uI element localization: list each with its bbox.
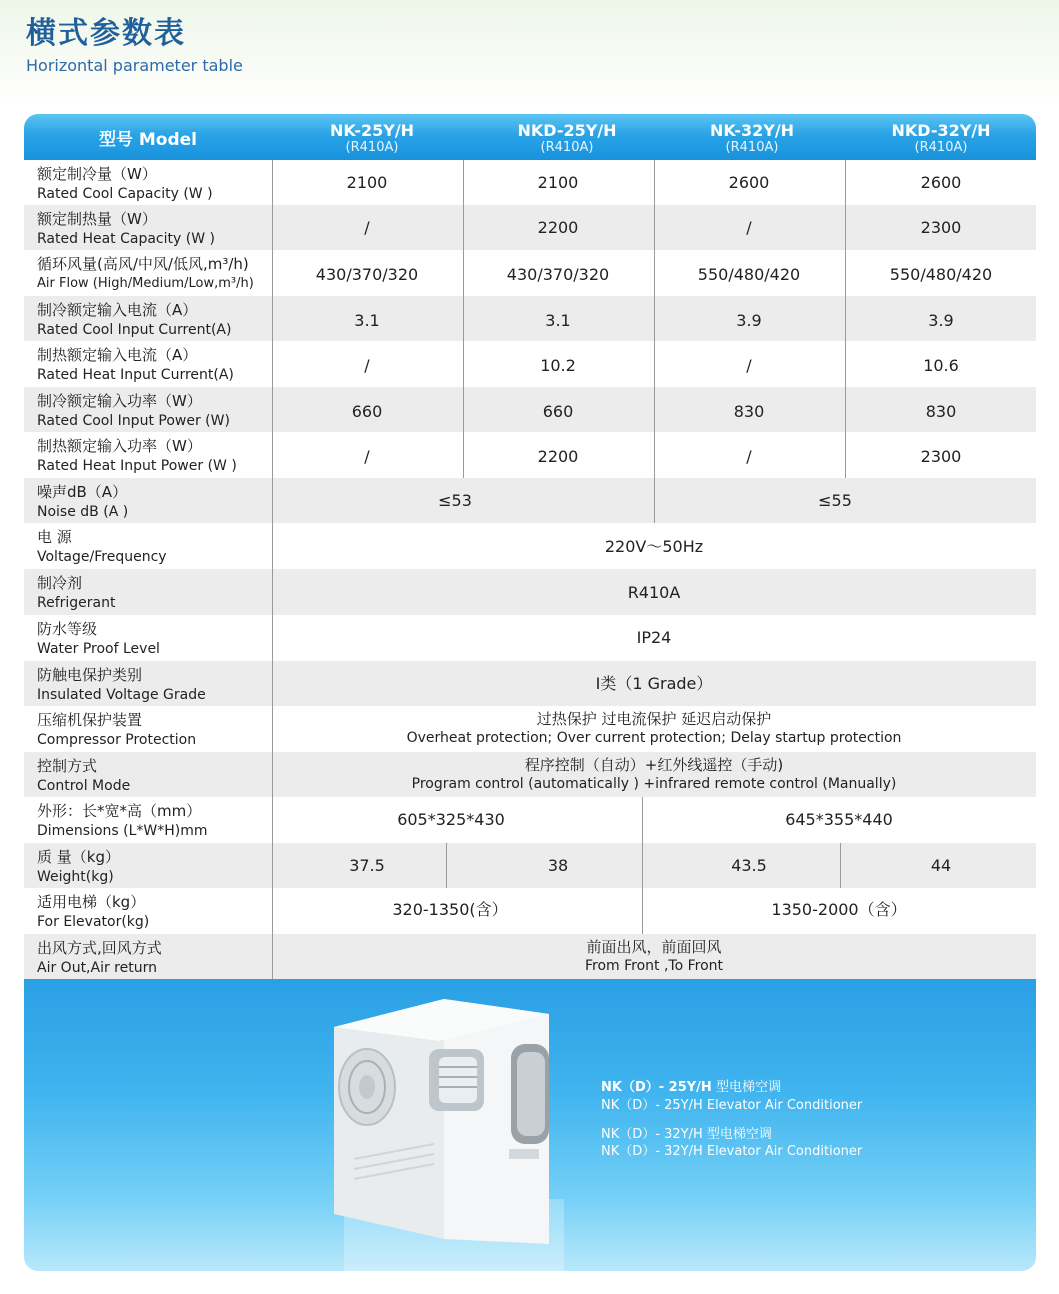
table-cell: 660 — [542, 402, 574, 421]
table-row — [24, 523, 1036, 569]
table-cell: 605*325*430 — [397, 810, 505, 829]
row-label — [37, 938, 272, 978]
table-row — [24, 160, 1036, 205]
row-label-cn: 质 量（kg） — [37, 848, 120, 866]
table-cell: 430/370/320 — [315, 265, 419, 284]
row-label-cn: 控制方式 — [37, 757, 98, 775]
row-label — [37, 436, 272, 476]
table-cell: 10.2 — [540, 356, 576, 375]
table-cell: 44 — [930, 856, 952, 875]
row-label — [37, 527, 272, 567]
row-label-en: Rated Heat Capacity (W ) — [37, 231, 215, 247]
model-refrigerant: (R410A) — [345, 140, 399, 155]
caption-cn: 型电梯空调 — [711, 1080, 781, 1095]
table-cell: 320-1350(含） — [392, 900, 508, 919]
table-cell: 430/370/320 — [506, 265, 610, 284]
model-name: NKD-25Y/H — [517, 121, 617, 140]
row-label — [37, 300, 272, 340]
table-cell: / — [746, 447, 752, 466]
row-label-en: Rated Heat Input Current(A) — [37, 367, 234, 383]
table-cell — [272, 938, 1036, 976]
product-caption-1 — [601, 1079, 781, 1096]
model-name: NK-32Y/H — [709, 121, 795, 140]
table-row — [24, 615, 1036, 661]
table-cell: 3.1 — [354, 311, 380, 330]
row-label-en: Rated Cool Capacity (W ) — [37, 186, 213, 202]
table-row — [24, 797, 1036, 843]
table-row — [24, 341, 1036, 387]
row-label-en: For Elevator(kg) — [37, 914, 150, 930]
table-cell: 550/480/420 — [889, 265, 993, 284]
cell-text-en: Overheat protection; Over current protection; Delay startup protection — [406, 730, 902, 746]
table-row — [24, 569, 1036, 615]
cell-text-en: Program control (automatically ) +infrared remote control (Manually) — [411, 776, 897, 792]
table-cell: 2300 — [920, 218, 962, 237]
product-caption-3 — [601, 1126, 772, 1143]
row-label-en: Water Proof Level — [37, 641, 160, 657]
table-cell: 3.1 — [545, 311, 571, 330]
model-column-nk-32yh — [657, 114, 847, 160]
caption-model: NK（D）- 25Y/H — [601, 1080, 712, 1095]
table-cell: 550/480/420 — [697, 265, 801, 284]
row-label — [37, 756, 272, 796]
column-divider — [463, 160, 464, 478]
row-label — [37, 164, 272, 204]
row-label-en: Air Out,Air return — [37, 960, 157, 976]
row-label-en: Rated Cool Input Power (W) — [37, 413, 230, 429]
column-divider — [642, 797, 643, 934]
table-cell: 220V～50Hz — [604, 537, 704, 556]
product-caption-4: NK（D）- 32Y/H Elevator Air Conditioner — [601, 1144, 863, 1159]
row-label-cn: 制冷额定输入功率（W） — [37, 392, 202, 410]
table-cell: 10.6 — [923, 356, 959, 375]
table-cell: 830 — [925, 402, 957, 421]
table-row — [24, 250, 1036, 296]
row-label-en: Compressor Protection — [37, 732, 197, 748]
row-label-cn: 防水等级 — [37, 620, 98, 638]
table-cell: / — [364, 218, 370, 237]
table-cell: / — [364, 447, 370, 466]
row-label-en: Refrigerant — [37, 595, 116, 611]
model-header-label: 型号 Model — [98, 130, 198, 150]
model-refrigerant: (R410A) — [914, 140, 968, 155]
row-label-cn: 压缩机保护装置 — [37, 711, 143, 729]
table-cell: 3.9 — [736, 311, 762, 330]
model-column-nk-25yh — [277, 114, 467, 160]
table-cell: R410A — [627, 583, 681, 602]
table-cell: / — [746, 218, 752, 237]
table-cell: 645*355*440 — [785, 810, 893, 829]
cell-text-cn: 前面出风，前面回风 — [586, 938, 722, 956]
table-cell: / — [364, 356, 370, 375]
row-label — [37, 573, 272, 613]
row-label-cn: 额定制冷量（W） — [37, 165, 157, 183]
table-row — [24, 296, 1036, 341]
row-label-en: Weight(kg) — [37, 869, 114, 885]
row-label-cn: 循环风量(高风/中风/低风,m³/h) — [37, 255, 249, 273]
table-cell: 37.5 — [349, 856, 385, 875]
row-label-en: Rated Cool Input Current(A) — [37, 322, 232, 338]
page-title: 横式参数表 — [26, 16, 186, 51]
row-label — [37, 391, 272, 431]
table-cell: 38 — [547, 856, 569, 875]
cell-text-cn: 过热保护 过电流保护 延迟启动保护 — [536, 710, 772, 728]
cell-text-en: From Front ,To Front — [584, 958, 724, 974]
row-label-en: Control Mode — [37, 778, 131, 794]
caption-model: NK（D）- 32Y/H — [601, 1127, 703, 1142]
table-cell: I类（1 Grade） — [595, 674, 713, 693]
table-row — [24, 843, 1036, 888]
row-label — [37, 847, 272, 887]
row-label — [37, 254, 272, 294]
row-label-cn: 噪声dB（A） — [37, 483, 128, 501]
model-name: NK-25Y/H — [329, 121, 415, 140]
row-label-cn: 制冷额定输入电流（A） — [37, 301, 198, 319]
row-label — [37, 801, 272, 841]
row-label — [37, 209, 272, 249]
table-cell — [272, 756, 1036, 794]
table-cell: IP24 — [636, 628, 672, 647]
table-cell: 2200 — [537, 218, 579, 237]
row-label-cn: 外形：长*宽*高（mm） — [37, 802, 202, 820]
table-row — [24, 888, 1036, 934]
column-divider — [446, 843, 447, 888]
row-label-cn: 防触电保护类别 — [37, 666, 143, 684]
table-cell: 2600 — [728, 173, 770, 192]
row-label-en: Noise dB (A ) — [37, 504, 129, 520]
column-divider — [845, 160, 846, 478]
table-row — [24, 387, 1036, 432]
page-subtitle: Horizontal parameter table — [26, 56, 243, 75]
model-refrigerant: (R410A) — [725, 140, 779, 155]
table-cell: 2600 — [920, 173, 962, 192]
row-label-en: Insulated Voltage Grade — [37, 687, 206, 703]
table-cell: 1350-2000（含） — [771, 900, 907, 919]
column-divider — [654, 160, 655, 523]
row-label-en: Voltage/Frequency — [37, 549, 167, 565]
table-cell: / — [746, 356, 752, 375]
product-banner — [24, 979, 1036, 1271]
model-column-nkd-32yh — [846, 114, 1036, 160]
table-row — [24, 752, 1036, 797]
table-cell: 2100 — [346, 173, 388, 192]
table-row — [24, 432, 1036, 478]
table-cell: 2200 — [537, 447, 579, 466]
row-label-en: Dimensions (L*W*H)mm — [37, 823, 208, 839]
caption-cn: 型电梯空调 — [702, 1127, 772, 1142]
row-label-cn: 制热额定输入功率（W） — [37, 437, 202, 455]
table-cell: 2100 — [537, 173, 579, 192]
row-label — [37, 665, 272, 705]
row-label-cn: 制冷剂 — [37, 574, 83, 592]
row-label-cn: 额定制热量（W） — [37, 210, 157, 228]
table-row — [24, 205, 1036, 250]
table-row — [24, 661, 1036, 706]
row-label — [37, 482, 272, 522]
row-label — [37, 619, 272, 659]
model-column-nkd-25yh — [472, 114, 662, 160]
table-cell: 3.9 — [928, 311, 954, 330]
cell-text-cn: 程序控制（自动）+红外线遥控（手动) — [524, 756, 784, 774]
row-label — [37, 345, 272, 385]
table-cell: ≤53 — [438, 491, 472, 510]
product-caption-2: NK（D）- 25Y/H Elevator Air Conditioner — [601, 1098, 863, 1113]
air-conditioner-image — [24, 979, 1036, 1271]
table-cell: ≤55 — [818, 491, 852, 510]
table-row — [24, 934, 1036, 979]
table-cell: 2300 — [920, 447, 962, 466]
table-header — [24, 114, 1036, 160]
table-row — [24, 706, 1036, 752]
table-cell: 830 — [733, 402, 765, 421]
column-divider — [840, 843, 841, 888]
model-refrigerant: (R410A) — [540, 140, 594, 155]
row-label-cn: 制热额定输入电流（A） — [37, 346, 198, 364]
row-label-cn: 出风方式,回风方式 — [37, 939, 162, 957]
model-name: NKD-32Y/H — [891, 121, 991, 140]
table-row — [24, 478, 1036, 523]
table-cell: 660 — [351, 402, 383, 421]
row-label — [37, 892, 272, 932]
row-label-en: Rated Heat Input Power (W ) — [37, 458, 237, 474]
row-label-cn: 电 源 — [37, 528, 72, 546]
row-label-en: Air Flow (High/Medium/Low,m³/h) — [37, 276, 254, 291]
column-divider — [272, 160, 273, 979]
parameter-table — [24, 114, 1036, 1271]
table-cell — [272, 710, 1036, 748]
table-cell: 43.5 — [731, 856, 767, 875]
row-label — [37, 710, 272, 750]
row-label-cn: 适用电梯（kg） — [37, 893, 146, 911]
